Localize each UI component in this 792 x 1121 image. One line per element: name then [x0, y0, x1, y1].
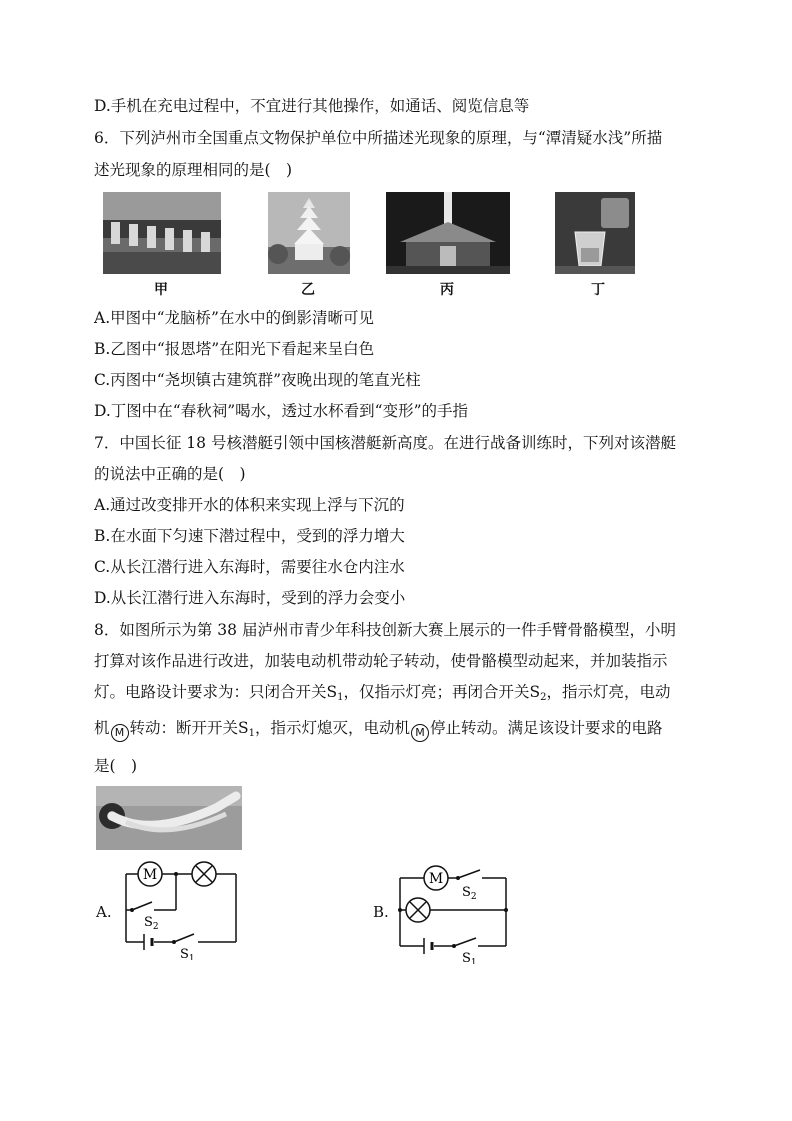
circuit-a-diagram — [118, 856, 248, 960]
q6-stem-line2: 述光现象的原理相同的是( ) — [94, 161, 293, 179]
q5-option-d: D.手机在充电过程中，不宜进行其他操作，如通话、阅览信息等 — [94, 97, 530, 115]
q6-option-a: A.甲图中“龙脑桥”在水中的倒影清晰可见 — [94, 309, 374, 327]
circuit-a-label: A. — [96, 903, 112, 921]
q7-option-d: D.从长江潜行进入东海时，受到的浮力会变小 — [94, 589, 406, 607]
q6-stem-line1: 6．下列泸州市全国重点文物保护单位中所描述光现象的原理，与“潭清疑水浅”所描 — [94, 129, 663, 147]
q8-stem-line2: 打算对该作品进行改进，加装电动机带动轮子转动，使骨骼模型动起来，并加装指示 — [94, 652, 668, 670]
subscript-1: 1 — [337, 692, 344, 703]
svg-text:S1: $S_1$ — [180, 947, 195, 960]
q8-stem-line1: 8．如图所示为第 38 届泸州市青少年科技创新大赛上展示的一件手臂骨骼模型，小明 — [94, 621, 676, 639]
q8-stem-line5: 是( ) — [94, 757, 138, 775]
circuit-b-label: B. — [373, 903, 389, 921]
q7-stem-line2: 的说法中正确的是( ) — [94, 465, 246, 483]
caption-ding: 丁 — [591, 282, 605, 298]
svg-text:S2: $S_2$ — [462, 885, 477, 902]
q7-option-c: C.从长江潜行进入东海时，需要往水仓内注水 — [94, 558, 405, 576]
motor-symbol: M — [111, 724, 129, 742]
q7-option-b: B.在水面下匀速下潜过程中，受到的浮力增大 — [94, 527, 405, 545]
q8-stem-line4: 机 M 转动：断开开关S1，指示灯熄灭，电动机 M 停止转动。满足该设计要求的电路 — [94, 718, 663, 742]
q6-option-b: B.乙图中“报恩塔”在阳光下看起来呈白色 — [94, 340, 375, 358]
circuit-a-motor-label: M — [142, 867, 158, 883]
photo-ding-cup — [555, 192, 635, 274]
circuit-b-diagram — [392, 856, 522, 964]
subscript-2: 2 — [540, 692, 547, 703]
q6-option-d: D.丁图中在“春秋祠”喝水，透过水杯看到“变形”的手指 — [94, 402, 468, 420]
circuit-b-motor-label: M — [428, 871, 444, 887]
caption-jia: 甲 — [154, 282, 168, 298]
q7-stem-line1: 7．中国长征 18 号核潜艇引领中国核潜艇新高度。在进行战备训练时，下列对该潜艇 — [94, 434, 676, 452]
q8-stem-line3: 灯。电路设计要求为：只闭合开关S1，仅指示灯亮；再闭合开关S2，指示灯亮，电动 — [94, 683, 671, 703]
q6-option-c: C.丙图中“尧坝镇古建筑群”夜晚出现的笔直光柱 — [94, 371, 421, 389]
photo-bing-buildings — [386, 192, 510, 274]
photo-arm-model — [96, 786, 242, 850]
caption-bing: 丙 — [440, 282, 454, 298]
photo-jia-bridge — [103, 192, 221, 274]
motor-symbol: M — [411, 724, 429, 742]
svg-text:S2: $S_2$ — [144, 915, 159, 932]
photo-yi-pagoda — [268, 192, 350, 274]
caption-yi: 乙 — [301, 282, 315, 298]
q7-option-a: A.通过改变排开水的体积来实现上浮与下沉的 — [94, 496, 405, 514]
svg-text:S1: $S_1$ — [462, 951, 477, 964]
